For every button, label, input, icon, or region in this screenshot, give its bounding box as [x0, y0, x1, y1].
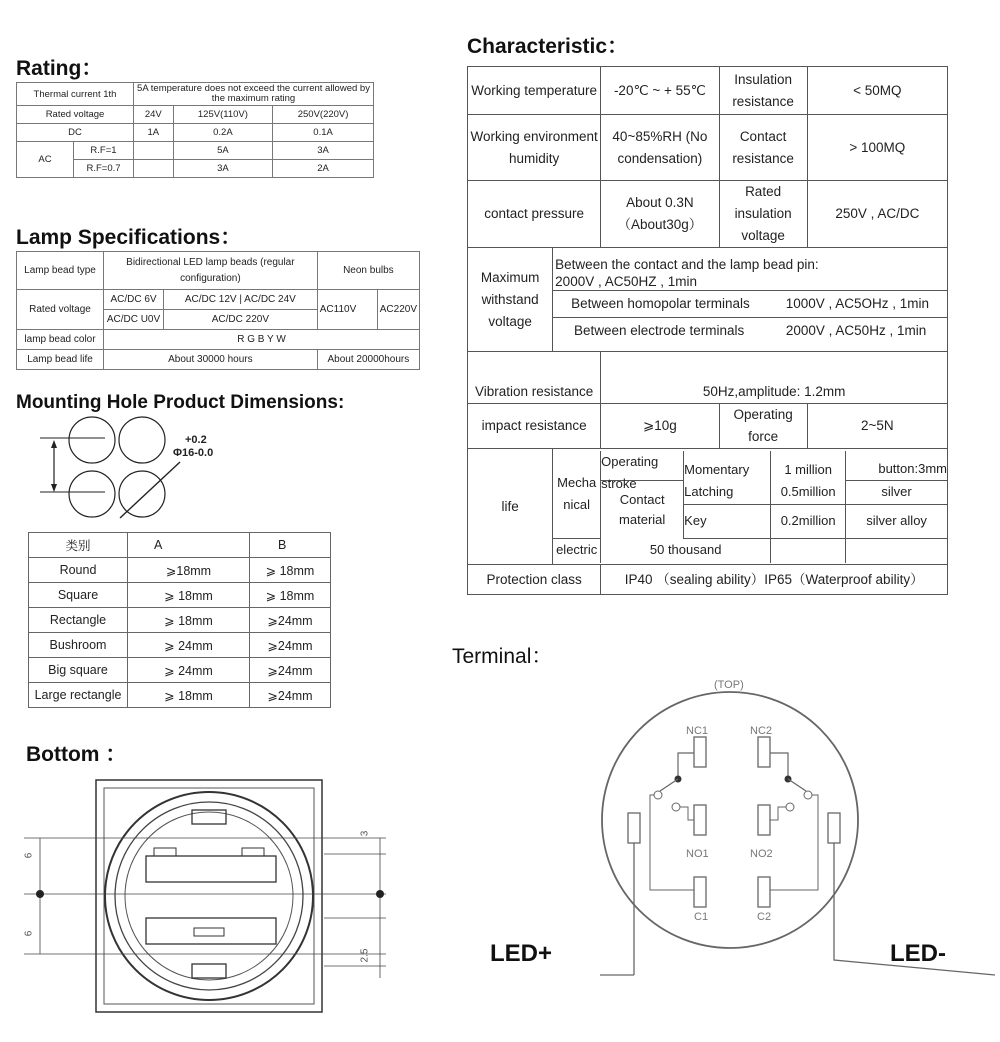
cell: Working environment humidity [468, 115, 601, 181]
table-row [29, 558, 331, 583]
rated-voltage-label: Rated voltage [17, 106, 134, 124]
withstand-line: 1000V , AC5OHz , 1min [785, 295, 930, 311]
tolerance-plus: +0.2 [185, 434, 207, 446]
cell: R.F=0.7 [74, 160, 134, 178]
hole-circle [119, 471, 165, 517]
table-row [29, 683, 331, 708]
header-cell: A [128, 533, 250, 558]
cell: 0.2A [173, 124, 273, 142]
cell: 0.5million [771, 481, 846, 505]
cell: IP40 （sealing ability）IP65（Waterproof ability） [601, 565, 948, 595]
cell: Working temperature [468, 67, 601, 115]
thermal-label: Thermal current 1th [17, 83, 134, 106]
hole-circle [69, 471, 115, 517]
terminal-title: Terminal： [452, 645, 553, 668]
cell: Rated insulation voltage [719, 181, 807, 248]
c1-label: C1 [694, 911, 709, 923]
table-cell: ⩾ 18mm [128, 583, 250, 608]
cell: About 30000 hours [104, 350, 318, 370]
cell: impact resistance [468, 404, 601, 449]
table-cell: Bushroom [29, 633, 128, 658]
table-cell: Rectangle [29, 608, 128, 633]
cell: Lamp bead life [17, 350, 104, 370]
cell: AC/DC 6V [104, 290, 164, 310]
withstand-cell [553, 248, 948, 352]
cell: electric [553, 539, 601, 563]
lamp-table [16, 251, 420, 370]
cell: 50 thousand [601, 539, 771, 563]
table-row [29, 658, 331, 683]
rating-table [16, 82, 374, 178]
rating-title: Rating： [16, 57, 103, 80]
cell: About 0.3N（About30g） [601, 181, 719, 248]
characteristic-table [467, 66, 948, 595]
cell: AC/DC 12V | AC/DC 24V [164, 290, 318, 310]
cell: Insulation resistance [719, 67, 807, 115]
cell: AC220V [377, 290, 419, 330]
cell: 250V , AC/DC [807, 181, 947, 248]
cell: Operating force [719, 404, 807, 449]
led-plus-label: LED+ [490, 940, 553, 967]
cell: 50Hz,amplitude: 1.2mm [601, 352, 948, 404]
table-cell: Round [29, 558, 128, 583]
cell [134, 160, 174, 178]
cell: button:3mm [846, 451, 947, 481]
cell: Key [684, 505, 771, 539]
withstand-line: 2000V , AC50HZ , 1min [555, 273, 697, 289]
bottom-title: Bottom ： [26, 743, 127, 766]
characteristic-title: Characteristic： [467, 35, 629, 58]
cell: Operating stroke [601, 451, 684, 481]
diameter-label: Φ16-0.0 [173, 447, 214, 459]
cell: silver alloy [846, 505, 947, 539]
dim-right-bottom: 2.5 [359, 948, 371, 963]
table-cell: ⩾ 18mm [250, 583, 331, 608]
table-cell: ⩾24mm [250, 658, 331, 683]
cell: Neon bulbs [317, 252, 419, 290]
cell: -20℃ ~ + 55℃ [601, 67, 719, 115]
life-inner [553, 449, 948, 565]
cell: Contact resistance [719, 115, 807, 181]
cell: contact pressure [468, 181, 601, 248]
nc1-label: NC1 [686, 725, 709, 737]
table-cell: ⩾24mm [250, 683, 331, 708]
mounting-hole-diagram [30, 414, 250, 524]
cell: 24V [134, 106, 174, 124]
dc-label: DC [17, 124, 134, 142]
cell: R G B Y W [104, 330, 420, 350]
top-label: (TOP) [714, 679, 744, 691]
cell: 3A [173, 160, 273, 178]
nc2-label: NC2 [750, 725, 773, 737]
thermal-value: 5A temperature does not exceed the current allowed by the maximum rating [134, 83, 374, 106]
cell: Contact material [601, 481, 684, 539]
cell: R.F=1 [74, 142, 134, 160]
cell: 1A [134, 124, 174, 142]
bottom-diagram [24, 778, 394, 1014]
cell: Lamp bead type [17, 252, 104, 290]
cell: < 50MQ [807, 67, 947, 115]
cell: AC/DC U0V [104, 310, 164, 330]
table-cell: ⩾24mm [250, 608, 331, 633]
withstand-line: Between electrode terminals [573, 322, 745, 338]
table-cell: ⩾ 18mm [250, 558, 331, 583]
lamp-title: Lamp Specifications： [16, 226, 242, 249]
cell [771, 539, 846, 563]
cell: 2~5N [807, 404, 947, 449]
cell: 0.2million [771, 505, 846, 539]
table-cell: ⩾18mm [128, 558, 250, 583]
table-row [29, 608, 331, 633]
cell [134, 142, 174, 160]
cell: About 20000hours [317, 350, 419, 370]
hole-circle [119, 417, 165, 463]
cell: 2A [273, 160, 374, 178]
withstand-line: 2000V , AC50Hz , 1min [785, 322, 927, 338]
cell: life [468, 449, 553, 565]
table-cell: ⩾ 18mm [128, 683, 250, 708]
cell: AC/DC 220V [164, 310, 318, 330]
table-row [29, 633, 331, 658]
cell: > 100MQ [807, 115, 947, 181]
table-cell: ⩾ 24mm [128, 633, 250, 658]
mounting-title: Mounting Hole Product Dimensions: [16, 392, 345, 413]
cell: Maximum withstand voltage [468, 248, 553, 352]
cell: lamp bead color [17, 330, 104, 350]
header-cell: 类别 [29, 533, 128, 558]
mechanical-label: Mecha nical [553, 451, 601, 539]
table-cell: ⩾24mm [250, 633, 331, 658]
no2-label: NO2 [750, 848, 773, 860]
cell: Momentary [684, 451, 771, 481]
cell: 125V(110V) [173, 106, 273, 124]
header-cell: B [250, 533, 331, 558]
cell: Bidirectional LED lamp beads (regular configuration) [104, 252, 318, 290]
table-row [29, 583, 331, 608]
cell: silver [846, 481, 947, 505]
table-cell: Big square [29, 658, 128, 683]
table-cell: ⩾ 24mm [128, 658, 250, 683]
cell: 0.1A [273, 124, 374, 142]
table-cell: Large rectangle [29, 683, 128, 708]
c2-label: C2 [757, 911, 772, 923]
dim-right-top: 3 [359, 830, 371, 837]
cell: AC110V [317, 290, 377, 330]
mounting-table [28, 532, 331, 708]
dim-left-bottom: 6 [23, 930, 35, 937]
table-cell: Square [29, 583, 128, 608]
cell: 1 million [771, 451, 846, 481]
dim-left-top: 6 [23, 852, 35, 859]
cell: 3A [273, 142, 374, 160]
cell: Rated voltage [17, 290, 104, 330]
ac-label: AC [17, 142, 74, 178]
cell: Vibration resistance [468, 352, 601, 404]
table-cell: ⩾ 18mm [128, 608, 250, 633]
cell: 5A [173, 142, 273, 160]
cell [846, 539, 947, 563]
cell: ⩾10g [601, 404, 719, 449]
withstand-line: Between homopolar terminals [571, 295, 750, 311]
led-minus-label: LED- [890, 940, 946, 967]
no1-label: NO1 [686, 848, 709, 860]
cell: 250V(220V) [273, 106, 374, 124]
cell: Protection class [468, 565, 601, 595]
cell: 40~85%RH (No condensation) [601, 115, 719, 181]
withstand-line: Between the contact and the lamp bead pin: [555, 256, 819, 272]
terminal-diagram [600, 675, 1000, 985]
cell: Latching [684, 481, 771, 505]
hole-circle [69, 417, 115, 463]
